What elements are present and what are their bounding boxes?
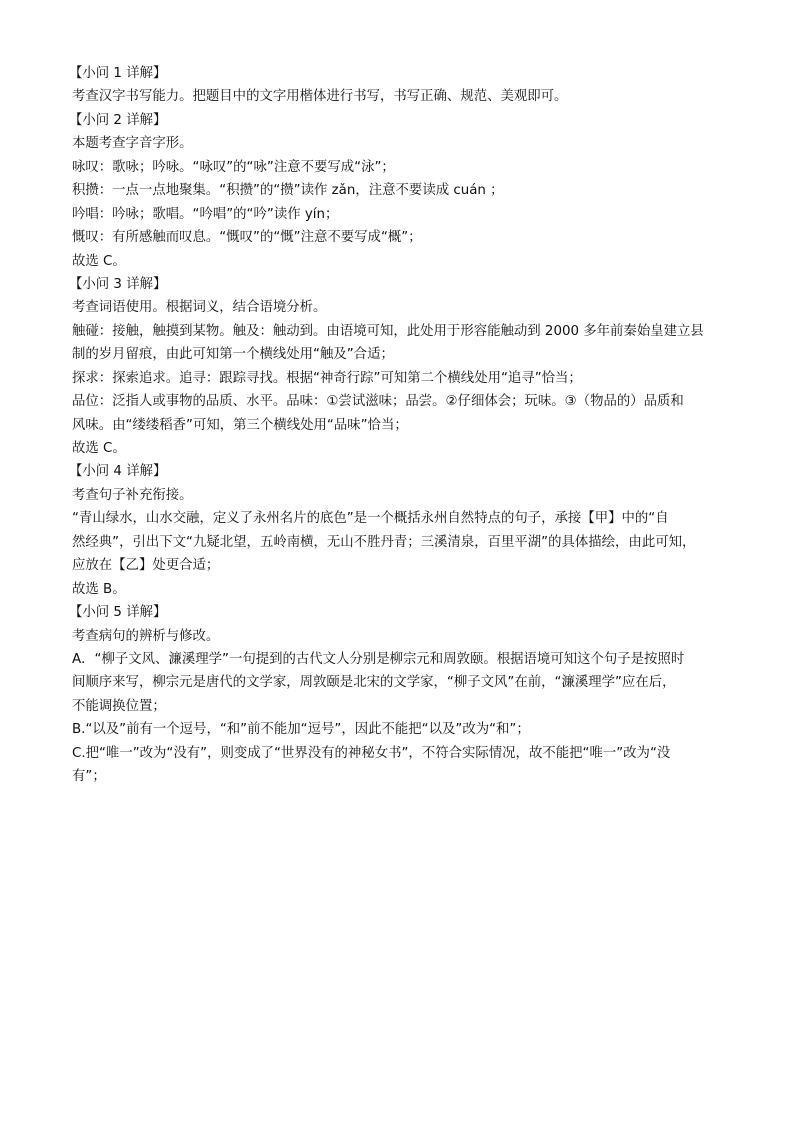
answer-line: 慨叹：有所感触而叹息。“慨叹”的“慨”注意不要写成“概”； xyxy=(72,230,422,246)
answer-line: 考查病句的辨析与修改。 xyxy=(72,628,220,644)
answer-line: C.把“唯一”改为“没有”，则变成了“世界没有的神秘女书”，不符合实际情况，故不能把“唯一”改为“没 xyxy=(72,745,671,761)
answer-line: B.“以及”前有一个逗号，“和”前不能加“逗号”，因此不能把“以及”改为“和”； xyxy=(72,722,530,738)
answer-choice: 故选 C。 xyxy=(72,441,126,456)
answer-line: 考查汉字书写能力。把题目中的文字用楷体进行书写，书写正确、规范、美观即可。 xyxy=(72,89,568,105)
answer-choice: 故选 B。 xyxy=(72,581,126,597)
answer-line: 咏叹：歌咏；吟咏。“咏叹”的“咏”注意不要写成“泳”； xyxy=(72,159,395,175)
answer-choice: 故选 C。 xyxy=(72,253,126,269)
answer-line: 触碰：接触，触摸到某物。触及：触动到。由语境可知，此处用于形容能触动到 2000 多年前秦始皇建立县 xyxy=(72,323,704,339)
answer-line: 考查句子补充衔接。 xyxy=(72,487,193,503)
answer-line: 本题考查字音字形。 xyxy=(72,136,193,152)
answer-line: 考查词语使用。根据词义，结合语境分析。 xyxy=(72,300,327,316)
answer-line: 风味。由“缕缕稻香”可知，第三个横线处用“品味”恰当； xyxy=(72,417,408,433)
answer-line: 积攒：一点一点地聚集。“积攒”的“攒”读作 zǎn，注意不要读成 cuán ； xyxy=(72,183,504,199)
heading-question-2: 【小问 2 详解】 xyxy=(69,112,167,128)
answer-line: 探求：探索追求。追寻：跟踪寻找。根据“神奇行踪”可知第二个横线处用“追寻”恰当； xyxy=(72,370,582,386)
answer-line: 不能调换位置； xyxy=(72,698,166,714)
answer-line: 制的岁月留痕，由此可知第一个横线处用“触及”合适； xyxy=(72,347,394,363)
answer-line: 吟唱：吟咏；歌唱。“吟唱”的“吟”读作 yín； xyxy=(72,206,339,222)
answer-line: 间顺序来写，柳宗元是唐代的文学家，周敦颐是北宋的文学家，“柳子文风”在前，“濂溪理学”应在后， xyxy=(72,675,676,691)
heading-question-5: 【小问 5 详解】 xyxy=(69,605,167,621)
document-page xyxy=(69,62,722,789)
answer-line: 应放在【乙】处更合适； xyxy=(72,558,220,574)
answer-line: 然经典”，引出下文“九疑北望，五岭南横，无山不胜丹青；三溪清泉，百里平湖”的具体描绘，由此可知， xyxy=(72,534,696,550)
answer-line: 有”； xyxy=(72,769,106,785)
answer-line: “青山绿水，山水交融，定义了永州名片的底色”是一个概括永州自然特点的句子，承接【甲】中的“自 xyxy=(72,511,669,527)
heading-question-4: 【小问 4 详解】 xyxy=(69,464,167,480)
answer-line: A．“柳子文风、濂溪理学”一句提到的古代文人分别是柳宗元和周敦颐。根据语境可知这个句子是按照时 xyxy=(72,651,685,667)
answer-line: 品位：泛指人或事物的品质、水平。品味：①尝试滋味；品尝。②仔细体会；玩味。③（物品的）品质和 xyxy=(72,394,684,410)
heading-question-1: 【小问 1 详解】 xyxy=(69,66,167,81)
heading-question-3: 【小问 3 详解】 xyxy=(69,276,167,292)
